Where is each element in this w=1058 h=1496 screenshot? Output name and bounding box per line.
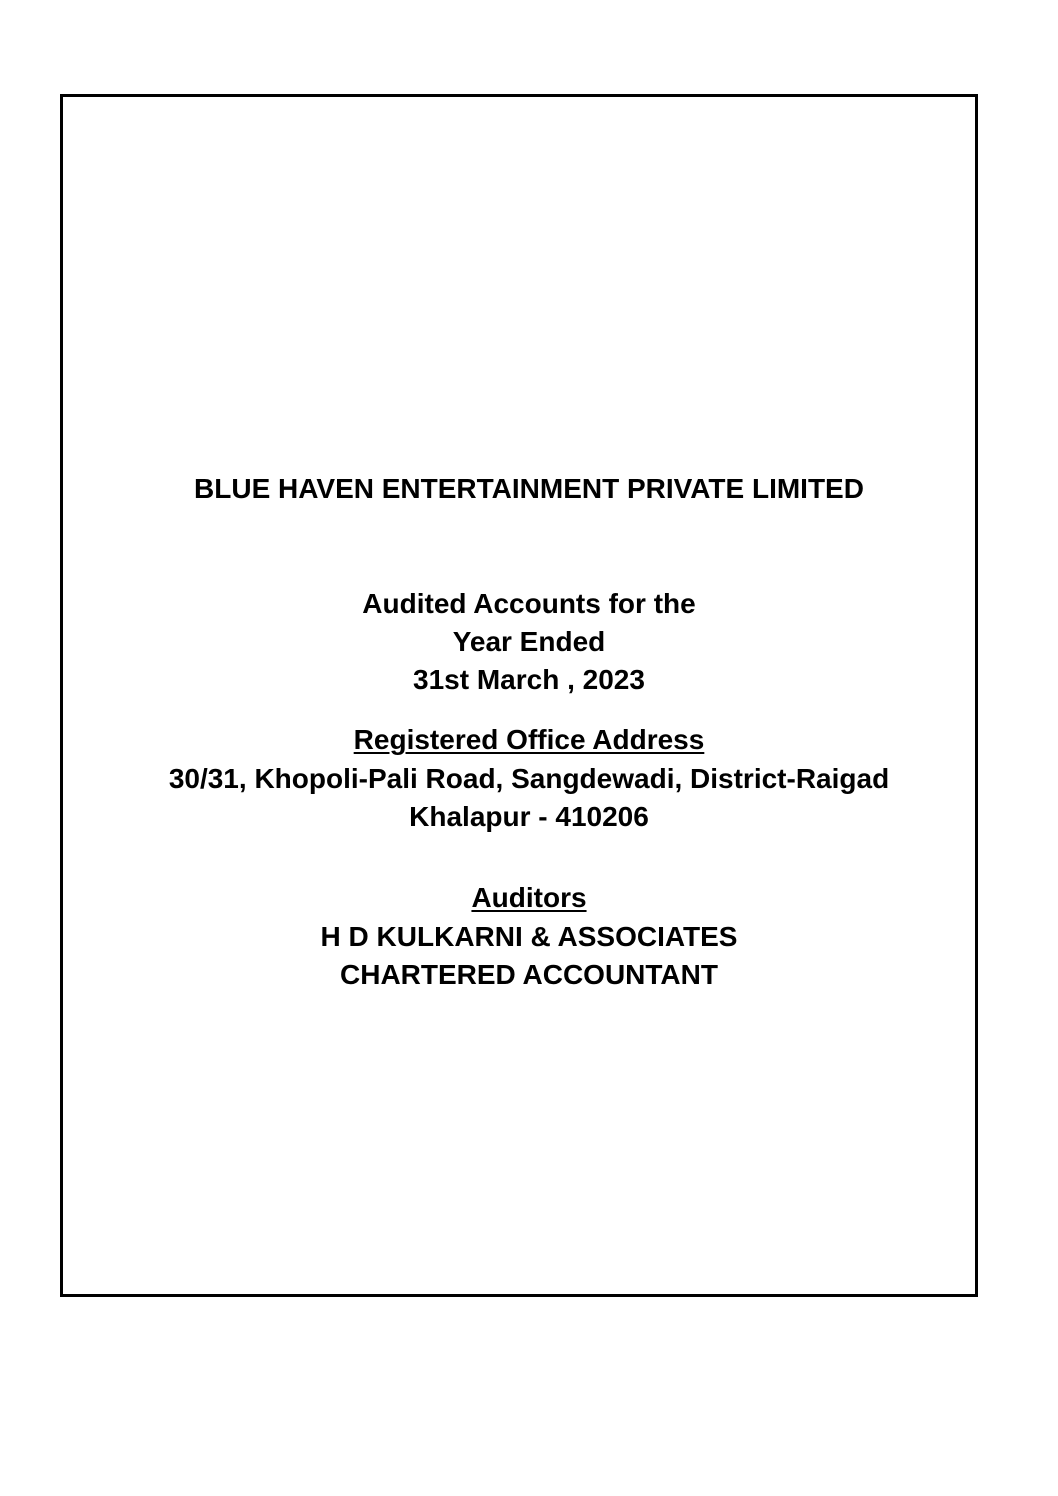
- office-address-line2: Khalapur - 410206: [409, 801, 649, 832]
- office-address-line1: 30/31, Khopoli-Pali Road, Sangdewadi, District-Raigad: [168, 763, 890, 794]
- registered-office-heading: Registered Office Address: [353, 724, 705, 755]
- auditor-designation: CHARTERED ACCOUNTANT: [340, 959, 718, 990]
- auditor-firm-name: H D KULKARNI & ASSOCIATES: [320, 921, 738, 952]
- company-name: BLUE HAVEN ENTERTAINMENT PRIVATE LIMITED: [194, 473, 864, 504]
- accounts-title-line2: Year Ended: [452, 626, 606, 657]
- office-heading-wrap: [0, 723, 1058, 757]
- auditors-heading-wrap: [0, 881, 1058, 915]
- accounts-period: 31st March , 2023: [413, 664, 645, 695]
- auditors-heading: Auditors: [471, 882, 587, 913]
- accounts-title-line1: Audited Accounts for the: [362, 588, 696, 619]
